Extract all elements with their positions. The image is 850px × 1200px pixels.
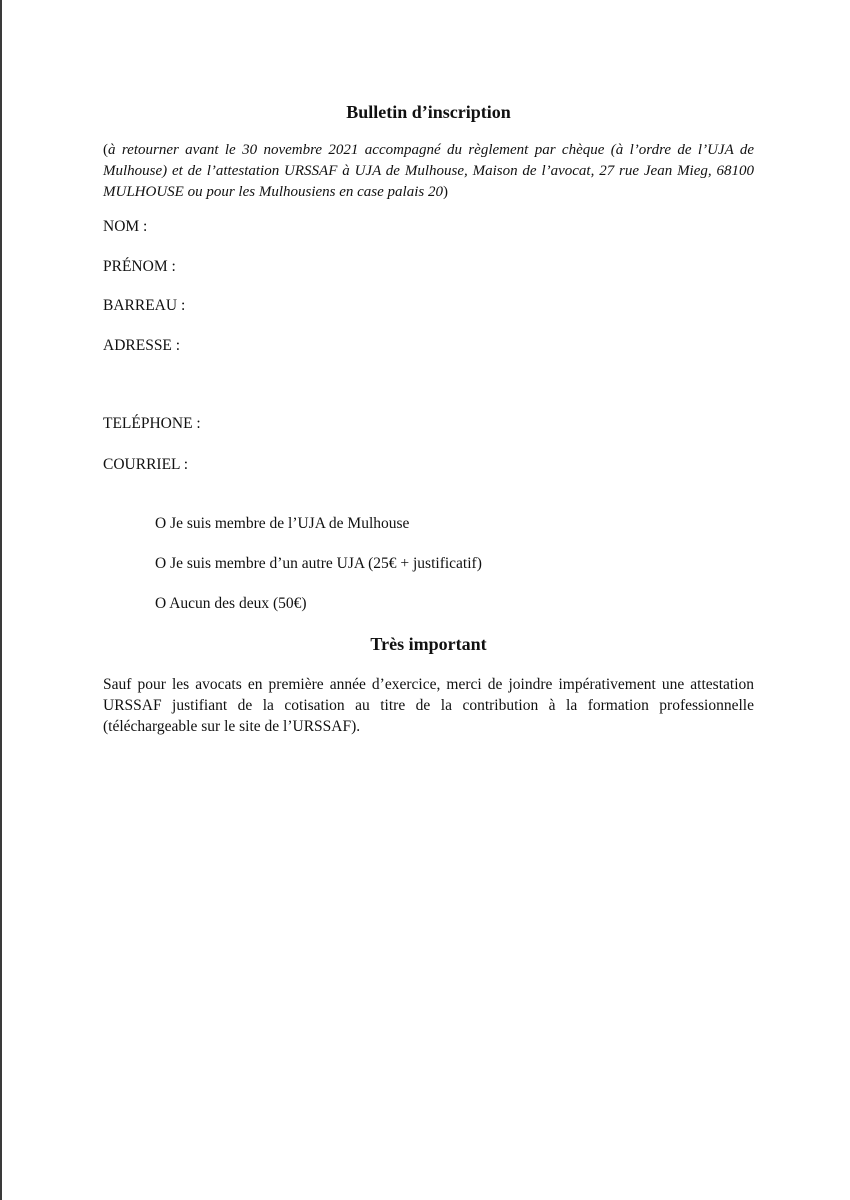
option-member-uja-mulhouse: O Je suis membre de l’UJA de Mulhouse <box>155 515 410 532</box>
field-telephone: TELÉPHONE : <box>103 415 201 432</box>
field-prenom: PRÉNOM : <box>103 258 176 275</box>
option-none: O Aucun des deux (50€) <box>155 595 307 612</box>
field-nom: NOM : <box>103 218 148 235</box>
instructions-open-paren: ( <box>103 142 108 158</box>
field-barreau: BARREAU : <box>103 297 186 314</box>
option-member-other-uja: O Je suis membre d’un autre UJA (25€ + justificatif) <box>155 555 482 572</box>
field-courriel: COURRIEL : <box>103 456 189 473</box>
return-instructions <box>103 140 754 203</box>
instructions-text: à retourner avant le 30 novembre 2021 accompagné du règlement par chèque (à l’ordre de l’UJA de Mulhouse) et de l’attestation URSSAF à UJA de Mulhouse, Maison de l’avocat, 27 rue Jean Mieg, 68100 MULHOUSE ou pour les Mulhousiens en case palais 20 <box>103 142 754 200</box>
registration-form-page <box>103 0 754 1200</box>
important-note: Sauf pour les avocats en première année d’exercice, merci de joindre impérativement une attestation URSSAF justifiant de la cotisation au titre de la contribution à la formation professionnelle (téléchargeable sur le site de l’URSSAF). <box>103 676 754 735</box>
field-adresse: ADRESSE : <box>103 337 181 354</box>
page-left-edge <box>0 0 2 1200</box>
document-title: Bulletin d’inscription <box>346 102 511 122</box>
instructions-close-paren: ) <box>442 184 448 200</box>
important-heading: Très important <box>370 634 487 654</box>
